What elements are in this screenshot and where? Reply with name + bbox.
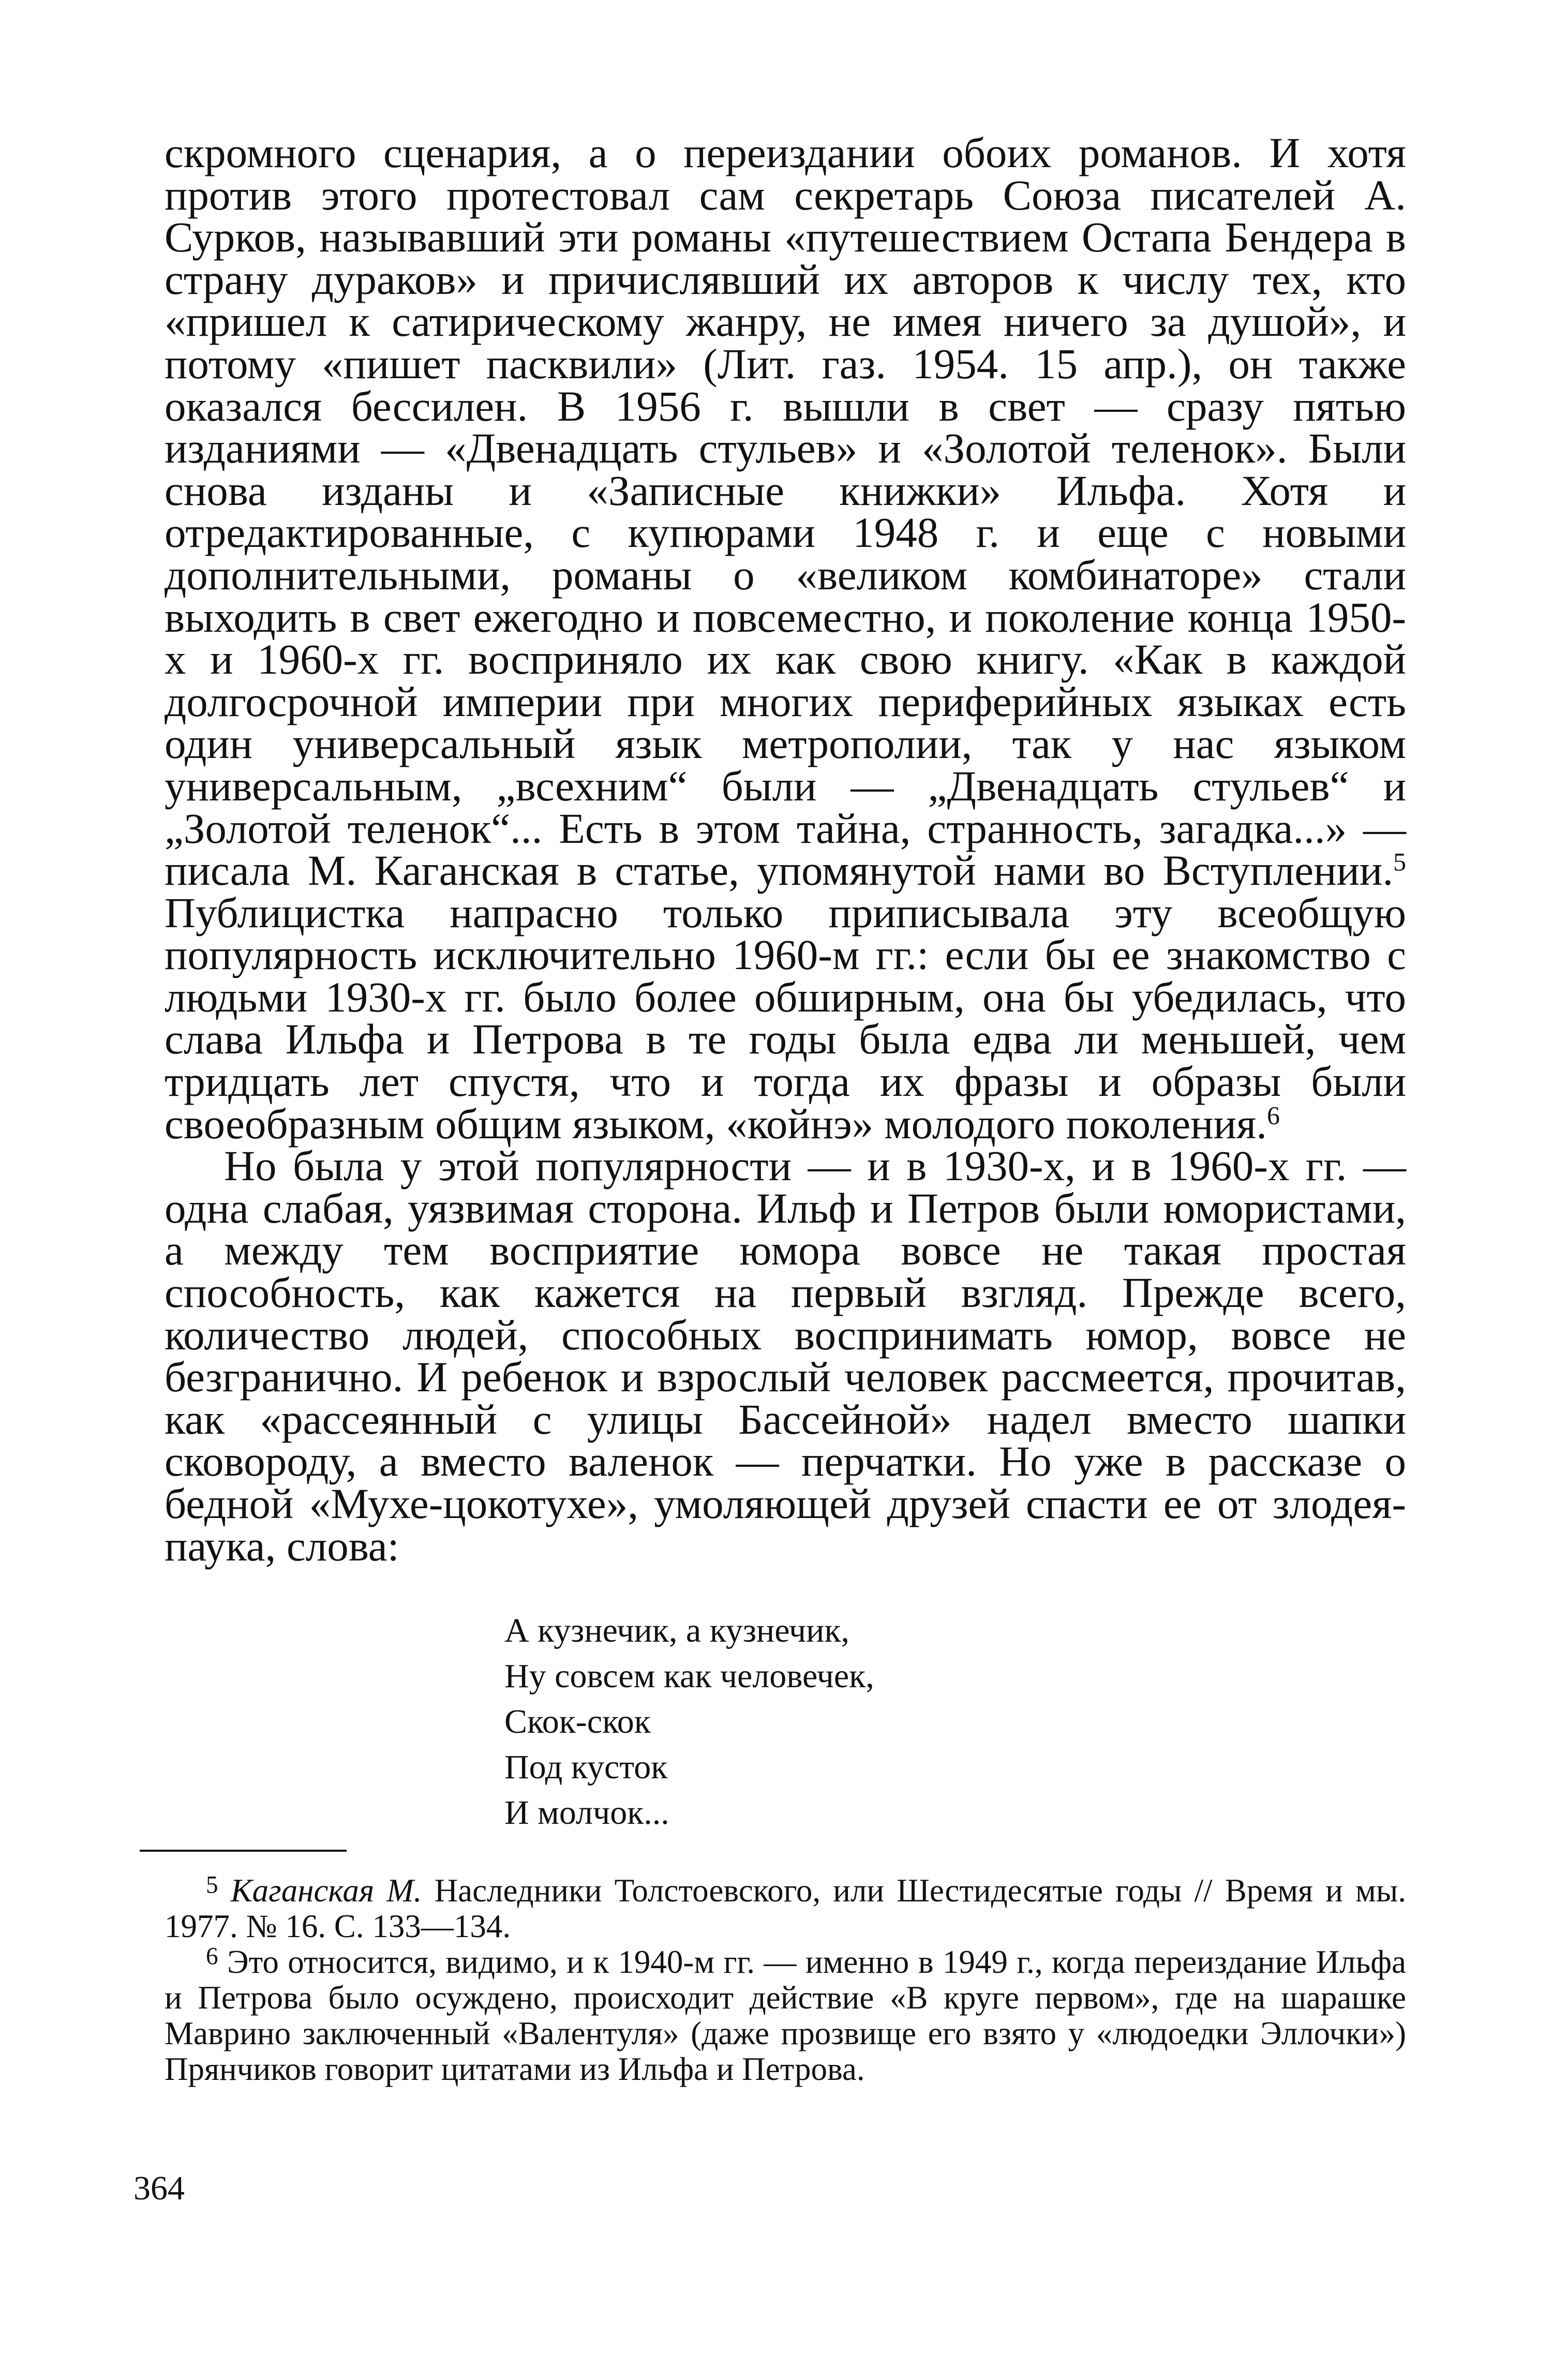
paragraph-1 <box>165 129 1406 1148</box>
verse-line: Скок-скок <box>504 1703 651 1741</box>
main-text <box>165 129 1406 1570</box>
verse-line: Ну совсем как человечек, <box>504 1657 874 1695</box>
verse-quote <box>504 1608 874 1836</box>
footnote-ref-6: 6 <box>1266 1101 1280 1130</box>
page-number: 364 <box>133 2169 185 2207</box>
verse-line: Под кусток <box>504 1748 668 1786</box>
footnotes <box>165 1873 1406 2087</box>
footnote-5 <box>165 1873 1406 1944</box>
verse-line: А кузнечик, а кузнечик, <box>504 1612 849 1649</box>
footnote-5-author: Каганская М. <box>230 1872 422 1909</box>
footnote-mark-5: 5 <box>206 1871 218 1899</box>
paragraph-1-text-a: скромного сценария, а о переиздании обоих романов. И хотя против этого протестовал сам секретарь Союза писателей А. Сурков, называвший эти романы «путешествием Остапа Бендера в страну дураков» и причислявший их авторов к числу тех, кто «пришел к сатирическому жанру, не имея ничего за душой», и потому «пишет пасквили» (Лит. газ. 1954. 15 апр.), он также оказался бессилен. В 1956 г. вышли в свет — сразу пятью изданиями — «Двенадцать стульев» и «Золотой теленок». Были снова изданы и «Записные книжки» Ильфа. Хотя и отредактированные, с купюрами 1948 г. и еще с новыми дополнительными, романы о «великом комбинаторе» стали выходить в свет ежегодно и повсеместно, и поколение конца 1950-х и 1960-х гг. восприняло их как свою книгу. «Как в каждой долгосрочной империи при многих периферийных языках есть один универсальный язык метрополии, так у нас языком универсальным, „всехним“ были — „Двенадцать стульев“ и „Золотой теленок“... Есть в этом тайна, странность, загадка...» — писала М. Каганская в статье, упомянутой нами во Вступлении. <box>165 129 1406 895</box>
footnote-6-text: Это относится, видимо, и к 1940-м гг. — именно в 1949 г., когда переиздание Ильфа и Петрова было осуждено, происходит действие «В круге первом», где на шарашке Маврино заключенный «Валентуля» (даже прозвище его взято у «людоедки Эллочки») Прянчиков говорит цитатами из Ильфа и Петрова. <box>165 1944 1406 2087</box>
footnote-6 <box>165 1944 1406 2087</box>
paragraph-2: Но была у этой популярности — и в 1930-х, и в 1960-х гг. — одна слабая, уязвимая сторона. Ильф и Петров были юмористами, а между тем восприятие юмора вовсе не такая простая способность, как кажется на первый взгляд. Прежде всего, количество людей, способных воспринимать юмор, вовсе не безгранично. И ребенок и взрослый человек рассмеется, прочитав, как «рассеянный с улицы Бассейной» надел вместо шапки сковороду, а вместо валенок — перчатки. Но уже в рассказе о бедной «Мухе-цокотухе», умоляющей друзей спасти ее от злодея-паука, слова: <box>165 1142 1406 1570</box>
footnote-mark-6: 6 <box>206 1943 218 1970</box>
footnote-divider <box>140 1850 347 1852</box>
footnote-5-text: Наследники Толстоевского, или Шестидесятые годы // Время и мы. 1977. № 16. С. 133—134. <box>165 1872 1406 1944</box>
paragraph-1-text-b: Публицистка напрасно только приписывала эту всеобщую популярность исключительно 1960-м гг.: если бы ее знакомство с людьми 1930-х гг. было более обширным, она бы убедилась, что слава Ильфа и Петрова в те годы была едва ли меньшей, чем тридцать лет спустя, что и тогда их фразы и образы были своеобразным общим языком, «койнэ» молодого поколения. <box>165 888 1406 1148</box>
verse-line: И молчок... <box>504 1794 669 1832</box>
footnote-ref-5: 5 <box>1393 847 1406 876</box>
